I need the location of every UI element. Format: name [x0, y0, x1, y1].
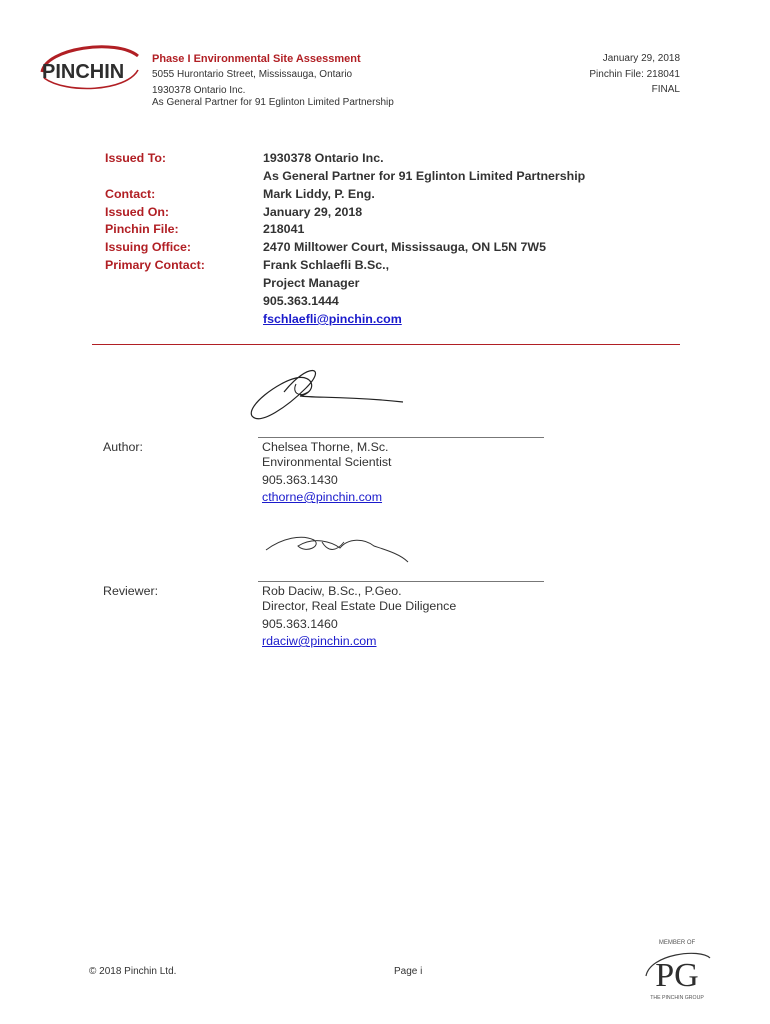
- member-of-text: MEMBER OF: [658, 940, 696, 946]
- label-issuing-office: Issuing Office:: [105, 240, 192, 254]
- value-primary-contact-name: Frank Schlaefli B.Sc.,: [263, 258, 390, 272]
- label-issued-to: Issued To:: [105, 151, 167, 165]
- pinchin-group-logo: [640, 936, 714, 1002]
- site-address: 5055 Hurontario Street, Mississauga, Ontario: [152, 69, 353, 80]
- label-contact: Contact:: [105, 187, 156, 201]
- pinchin-logo: [36, 42, 142, 94]
- footer-page-number: Page i: [394, 966, 423, 977]
- pinchin-group-name: THE PINCHIN GROUP: [650, 995, 704, 1001]
- reviewer-email-link[interactable]: rdaciw@pinchin.com: [262, 634, 377, 648]
- author-title: Environmental Scientist: [262, 455, 392, 469]
- value-primary-contact-title: Project Manager: [263, 276, 360, 290]
- value-issued-to: 1930378 Ontario Inc.: [263, 151, 384, 165]
- header-file: Pinchin File: 218041: [589, 69, 680, 80]
- label-pinchin-file: Pinchin File:: [105, 222, 179, 236]
- primary-contact-email-link[interactable]: fschlaefli@pinchin.com: [263, 312, 402, 326]
- label-issued-on: Issued On:: [105, 205, 170, 219]
- author-signature-line: [258, 437, 544, 438]
- reviewer-signature: [262, 528, 412, 564]
- value-pinchin-file: 218041: [263, 222, 305, 236]
- author-name: Chelsea Thorne, M.Sc.: [262, 440, 389, 454]
- header-client-partner: As General Partner for 91 Eglinton Limited Partnership: [152, 97, 394, 108]
- value-primary-contact-phone: 905.363.1444: [263, 294, 339, 308]
- report-title: Phase I Environmental Site Assessment: [152, 53, 361, 65]
- header-client: 1930378 Ontario Inc.: [152, 85, 246, 96]
- value-issued-on: January 29, 2018: [263, 205, 363, 219]
- footer-copyright: © 2018 Pinchin Ltd.: [89, 966, 177, 977]
- pg-monogram: PG: [655, 957, 699, 994]
- reviewer-label: Reviewer:: [103, 584, 159, 598]
- author-email-link[interactable]: cthorne@pinchin.com: [262, 490, 383, 504]
- reviewer-signature-line: [258, 581, 544, 582]
- author-phone: 905.363.1430: [262, 473, 338, 487]
- reviewer-phone: 905.363.1460: [262, 617, 338, 631]
- header-status: FINAL: [651, 84, 680, 95]
- header-date: January 29, 2018: [602, 53, 680, 64]
- value-contact: Mark Liddy, P. Eng.: [263, 187, 375, 201]
- author-label: Author:: [103, 440, 143, 454]
- reviewer-title: Director, Real Estate Due Diligence: [262, 599, 457, 613]
- value-issued-to-partner: As General Partner for 91 Eglinton Limited Partnership: [263, 169, 586, 183]
- author-signature: [248, 362, 408, 432]
- reviewer-name: Rob Daciw, B.Sc., P.Geo.: [262, 584, 402, 598]
- value-issuing-office: 2470 Milltower Court, Mississauga, ON L5N 7W5: [263, 240, 546, 254]
- section-divider: [92, 344, 680, 345]
- label-primary-contact: Primary Contact:: [105, 258, 205, 272]
- logo-text: PINCHIN: [42, 61, 125, 83]
